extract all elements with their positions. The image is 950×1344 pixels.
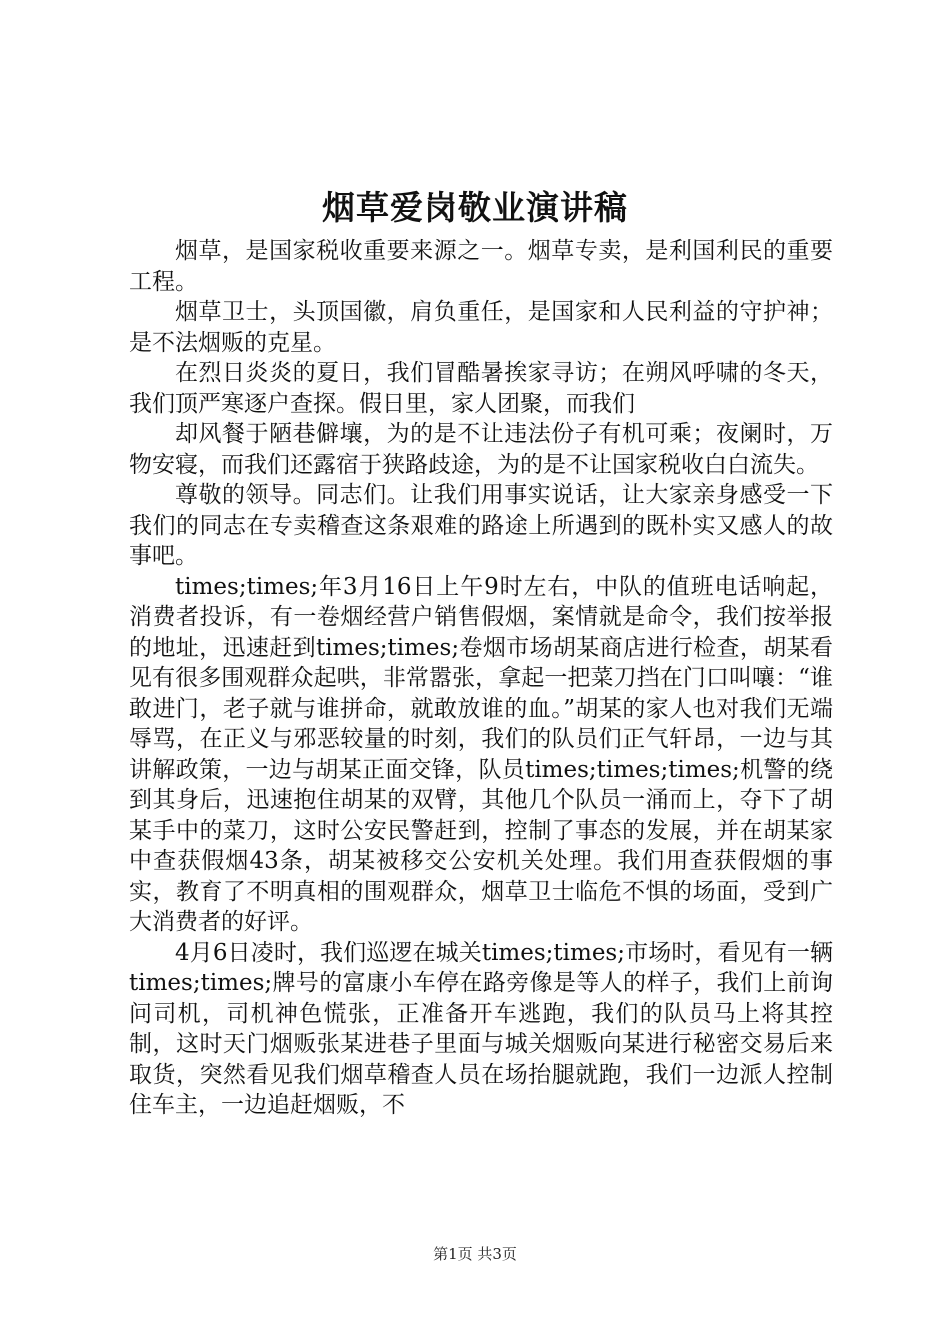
document-body [129,236,833,1121]
paragraph: 烟草，是国家税收重要来源之一。烟草专卖，是利国利民的重要工程。 [129,238,833,295]
paragraph: times;times;年3月16日上午9时左右，中队的值班电话响起，消费者投诉，有一卷烟经营户销售假烟，案情就是命令，我们按举报的地址，迅速赶到times;times;卷烟市场胡某商店进行检查，胡某看见有很多围观群众起哄，非常嚣张，拿起一把菜刀挡在门口叫嚷：“谁敢进门，老子就与谁拼命，就敢放谁的血。”胡某的家人也对我们无端辱骂，在正义与邪恶较量的时刻，我们的队员们正气轩昂，一边与其讲解政策，一边与胡某正面交锋，队员times;times;times;机警的绕到其身后，迅速抱住胡某的双臂，其他几个队员一涌而上，夺下了胡某手中的菜刀，这时公安民警赶到，控制了事态的发展，并在胡某家中查获假烟43条，胡某被移交公安机关处理。我们用查获假烟的事实，教育了不明真相的围观群众，烟草卫士临危不惧的场面，受到广大消费者的好评。 [129,573,833,935]
page-number-footer: 第1页 共3页 [433,1245,517,1263]
paragraph: 尊敬的领导。同志们。让我们用事实说话，让大家亲身感受一下我们的同志在专卖稽查这条艰难的路途上所遇到的既朴实又感人的故事吧。 [129,482,833,569]
document-title: 烟草爱岗敬业演讲稿 [322,188,628,227]
paragraph: 在烈日炎炎的夏日，我们冒酷暑挨家寻访；在朔风呼啸的冬天，我们顶严寒逐户查探。假日里，家人团聚，而我们 [129,360,833,417]
paragraph: 4月6日凌时，我们巡逻在城关times;times;市场时，看见有一辆times;times;牌号的富康小车停在路旁像是等人的样子，我们上前询问司机，司机神色慌张，正准备开车逃跑，我们的队员马上将其控制，这时天门烟贩张某进巷子里面与城关烟贩向某进行秘密交易后来取货，突然看见我们烟草稽查人员在场抬腿就跑，我们一边派人控制住车主，一边追赶烟贩，不 [129,939,833,1118]
paragraph: 烟草卫士，头顶国徽，肩负重任，是国家和人民利益的守护神；是不法烟贩的克星。 [129,299,833,356]
paragraph: 却风餐于陋巷僻壤，为的是不让违法份子有机可乘；夜阑时，万物安寝，而我们还露宿于狭路歧途，为的是不让国家税收白白流失。 [129,421,833,478]
